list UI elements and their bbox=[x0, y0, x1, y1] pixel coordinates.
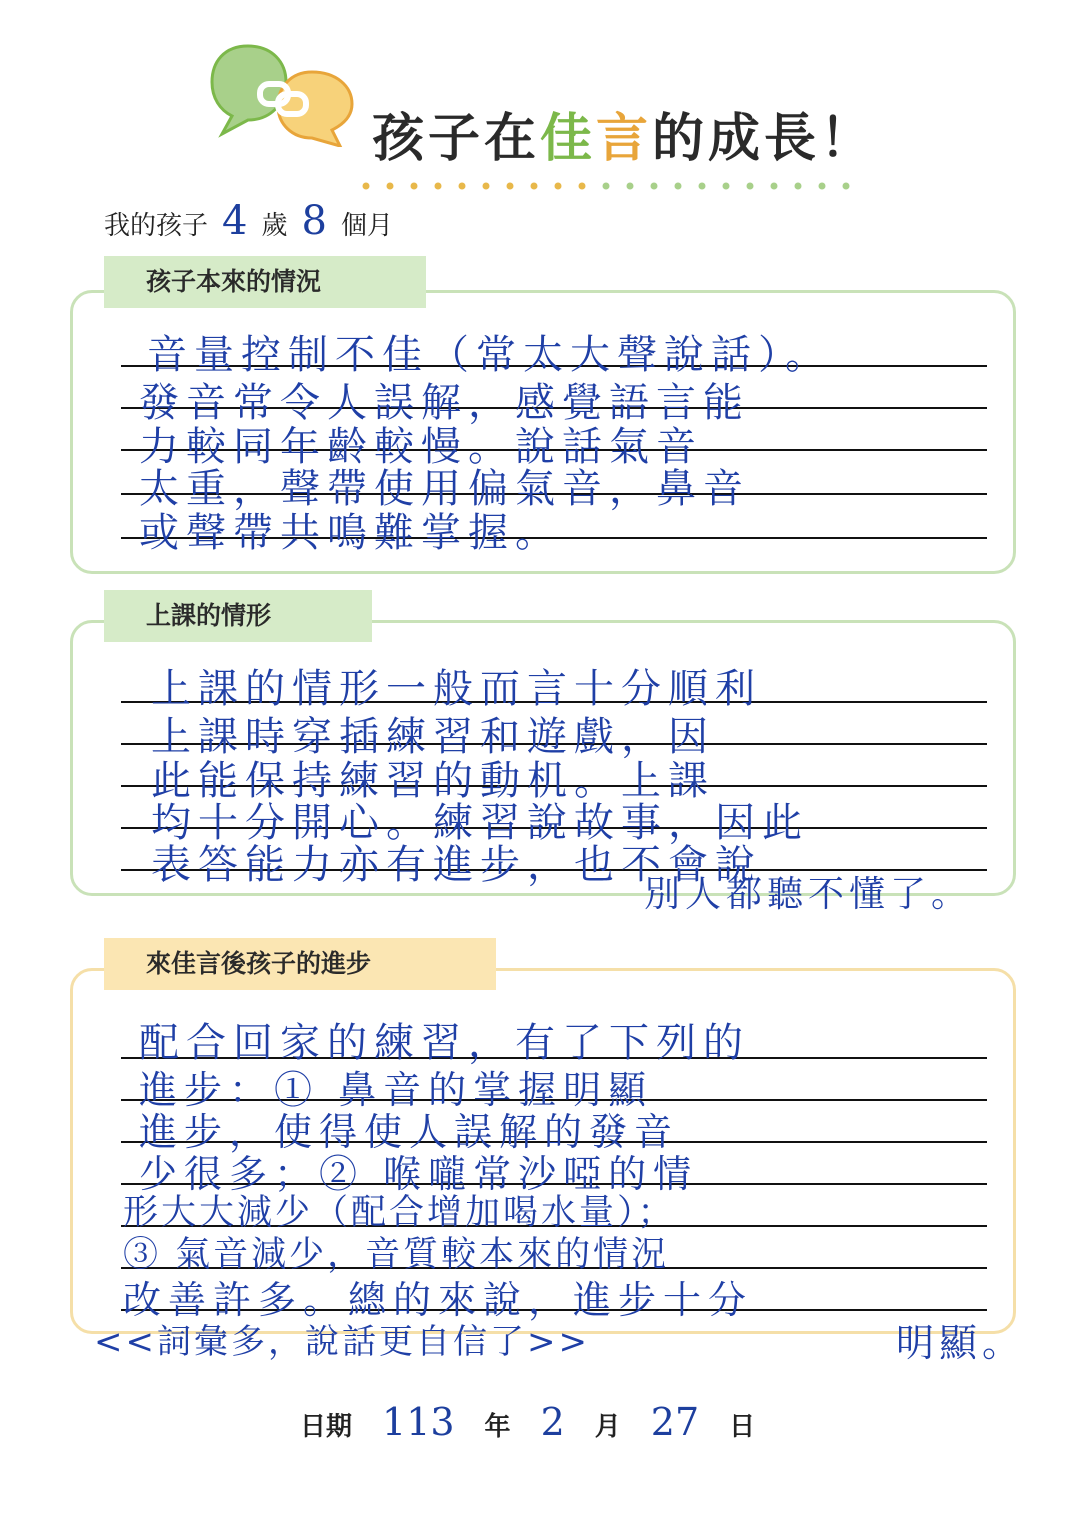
divider-dot bbox=[603, 183, 610, 190]
divider-dot bbox=[555, 183, 562, 190]
section-label-class: 上課的情形 bbox=[104, 590, 372, 642]
handwritten-line: 進步，使得使人誤解的發音 bbox=[139, 1110, 680, 1154]
handwritten-line: 音量控制不佳（常太大聲說話）。 bbox=[147, 332, 832, 378]
age-years-unit: 歲 bbox=[261, 211, 288, 241]
title-text: 孩子在 bbox=[372, 109, 541, 169]
divider-dot bbox=[699, 183, 706, 190]
divider-dots bbox=[360, 181, 860, 191]
date-year-value: 113 bbox=[382, 1400, 455, 1444]
divider-dot bbox=[843, 183, 850, 190]
age-months-unit: 個月 bbox=[340, 211, 393, 241]
section-label-original: 孩子本來的情況 bbox=[104, 256, 426, 308]
divider-dot bbox=[387, 183, 394, 190]
handwritten-line: 發音常令人誤解，感覺語言能 bbox=[139, 380, 750, 426]
age-row bbox=[104, 198, 393, 244]
handwritten-line: 表答能力亦有進步，也不會說 bbox=[151, 842, 762, 888]
handwritten-line: 力較同年齡較慢。說話氣音 bbox=[139, 424, 703, 470]
handwritten-line: 此能保持練習的動机。上課 bbox=[151, 758, 715, 804]
divider-dot bbox=[531, 183, 538, 190]
divider-dot bbox=[483, 183, 490, 190]
divider-dot bbox=[675, 183, 682, 190]
divider-dot bbox=[795, 183, 802, 190]
handwritten-line: 少很多；② 喉嚨常沙啞的情 bbox=[139, 1152, 699, 1196]
handwritten-line: 太重，聲帶使用偏氣音，鼻音 bbox=[139, 466, 750, 512]
date-month-value: 2 bbox=[540, 1400, 565, 1444]
date-month-unit: 月 bbox=[594, 1412, 621, 1442]
divider-dot bbox=[459, 183, 466, 190]
dotted-divider bbox=[360, 176, 860, 195]
divider-dot bbox=[627, 183, 634, 190]
handwritten-overflow-line: <<詞彙多，說話更自信了>> bbox=[94, 1322, 590, 1362]
handwritten-line: 或聲帶共鳴難掌握。 bbox=[139, 510, 562, 556]
handwritten-line: 改善許多。總的來說，進步十分 bbox=[123, 1278, 754, 1322]
divider-dot bbox=[747, 183, 754, 190]
section-original-condition bbox=[70, 290, 1016, 574]
section-class-situation bbox=[70, 620, 1016, 896]
date-year-unit: 年 bbox=[484, 1412, 511, 1442]
handwritten-line: 上課時穿插練習和遊戲，因 bbox=[151, 714, 715, 760]
handwritten-line: 配合回家的練習，有了下列的 bbox=[139, 1020, 750, 1066]
date-label: 日期 bbox=[300, 1412, 353, 1442]
divider-dot bbox=[363, 183, 370, 190]
divider-dot bbox=[771, 183, 778, 190]
handwritten-overflow-end: 明顯。 bbox=[896, 1321, 1026, 1365]
age-years-value: 4 bbox=[222, 198, 248, 244]
title-brand-yan: 言 bbox=[596, 109, 653, 169]
page-title bbox=[372, 96, 876, 171]
divider-dot bbox=[411, 183, 418, 190]
handwritten-line: 進步：① 鼻音的掌握明顯 bbox=[139, 1068, 654, 1112]
divider-dot bbox=[819, 183, 826, 190]
section-progress bbox=[70, 968, 1016, 1334]
divider-dot bbox=[435, 183, 442, 190]
date-day-unit: 日 bbox=[729, 1412, 756, 1442]
handwritten-line: ③ 氣音減少，音質較本來的情況 bbox=[123, 1235, 670, 1275]
speech-bubbles-icon bbox=[208, 42, 358, 147]
handwritten-line: 上課的情形一般而言十分順利 bbox=[151, 666, 762, 712]
age-prefix-label: 我的孩子 bbox=[104, 211, 209, 241]
divider-dot bbox=[723, 183, 730, 190]
handwritten-line: 均十分開心。練習說故事，因此 bbox=[151, 800, 809, 846]
age-months-value: 8 bbox=[301, 198, 327, 244]
date-day-value: 27 bbox=[650, 1400, 700, 1444]
section-label-progress: 來佳言後孩子的進步 bbox=[104, 938, 496, 990]
date-row bbox=[300, 1400, 755, 1444]
divider-dot bbox=[651, 183, 658, 190]
title-text-end: 的成長！ bbox=[652, 109, 877, 169]
divider-dot bbox=[579, 183, 586, 190]
handwritten-overflow-line: 別人都聽不懂了。 bbox=[644, 874, 973, 915]
divider-dot bbox=[507, 183, 514, 190]
title-brand-jia: 佳 bbox=[540, 109, 597, 169]
brand-logo bbox=[208, 42, 358, 151]
handwritten-line: 形大大減少（配合增加喝水量）； bbox=[123, 1193, 676, 1233]
